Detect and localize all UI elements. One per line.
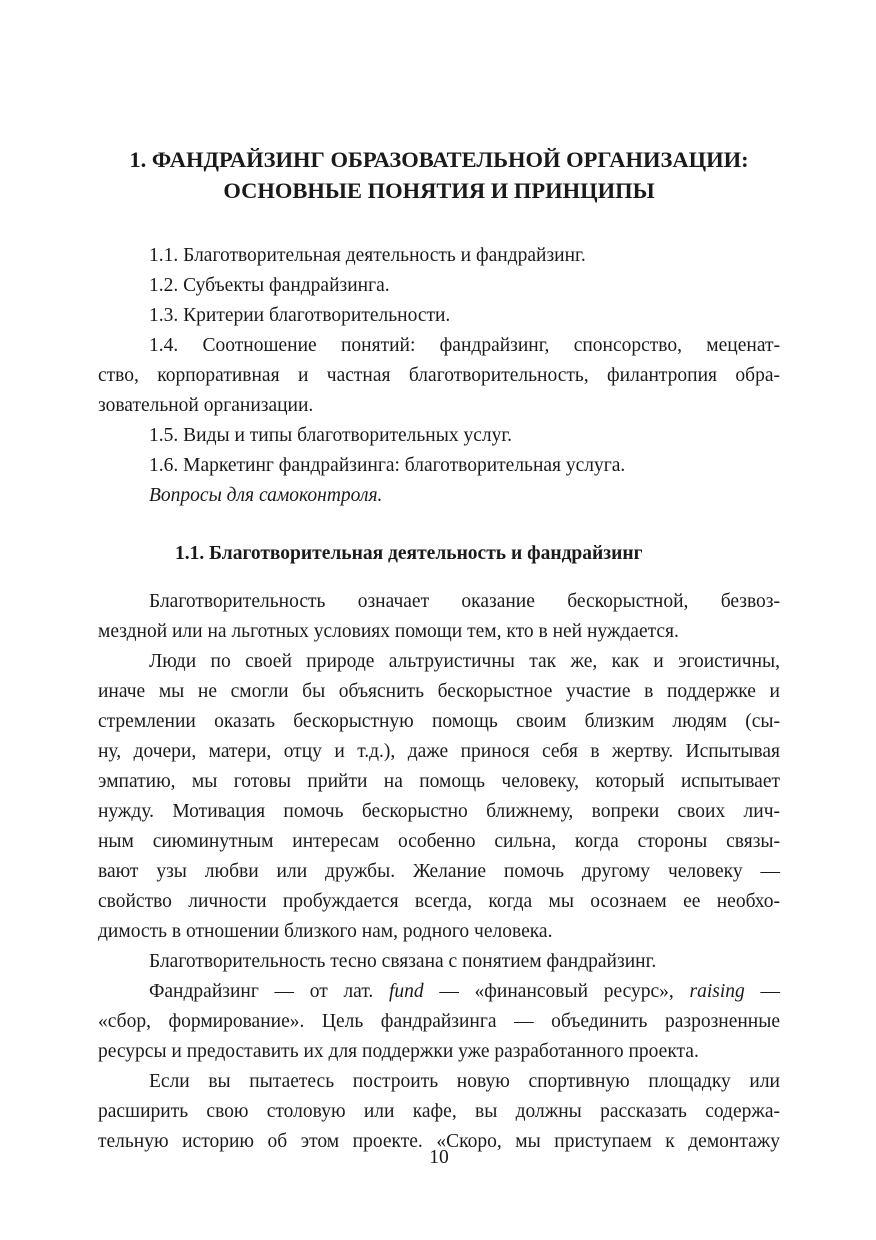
paragraph: [98, 587, 780, 647]
paragraph: [98, 647, 780, 947]
text-line: ну, дочери, матери, отцу и т.д.), даже принося себя в жертву. Испытывая: [98, 741, 780, 762]
text-run: —: [760, 981, 780, 1002]
latin-term-raising: raising: [689, 981, 745, 1002]
toc-item: 1.1. Благотворительная деятельность и фандрайзинг.: [149, 245, 586, 266]
document-page: [98, 0, 780, 1240]
text-line: нужду. Мотивация помочь бескорыстно ближнему, вопреки своих лич-: [98, 801, 780, 822]
toc-questions: [98, 481, 780, 511]
toc-item: 1.2. Субъекты фандрайзинга.: [149, 275, 390, 296]
text-line: Люди по своей природе альтруистичны так же, как и эгоистичны,: [149, 651, 780, 672]
toc-item-text: 1.3. Критерии благотворительности.: [149, 305, 451, 326]
text-line: [98, 977, 780, 1007]
toc-item-multiline: [98, 331, 780, 421]
toc-item-line: зовательной организации.: [98, 395, 314, 416]
text-line: ресурсы и предоставить их для поддержки уже разработанного проекта.: [98, 1041, 699, 1062]
paragraph: [98, 977, 780, 1067]
text-line: «сбор, формирование». Цель фандрайзинга — объединить разрозненные: [98, 1011, 780, 1032]
chapter-title-line-2: ОСНОВНЫЕ ПОНЯТИЯ И ПРИНЦИПЫ: [223, 178, 655, 203]
text-line: свойство личности пробуждается всегда, когда мы осознаем ее необхо-: [98, 891, 780, 912]
text-line: расширить свою столовую или кафе, вы должны рассказать содержа-: [98, 1101, 780, 1122]
chapter-title-line-1: 1. ФАНДРАЙЗИНГ ОБРАЗОВАТЕЛЬНОЙ ОРГАНИЗАЦИИ:: [129, 147, 749, 172]
text-line: Если вы пытаетесь построить новую спортивную площадку или: [149, 1071, 780, 1092]
text-line: иначе мы не смогли бы объяснить бескорыстное участие в поддержке и: [98, 681, 780, 702]
latin-term-fund: fund: [388, 981, 424, 1002]
text-run: — «финансовый ресурс»,: [439, 981, 674, 1002]
text-line: димость в отношении близкого нам, родного человека.: [98, 921, 553, 942]
text-line: эмпатию, мы готовы прийти на помощь человеку, который испытывает: [98, 771, 780, 792]
text-line: Благотворительность тесно связана с понятием фандрайзинг.: [149, 951, 657, 972]
text-line: стремлении оказать бескорыстную помощь своим близким людям (сы-: [98, 711, 780, 732]
toc-item: [98, 301, 780, 331]
chapter-title: [98, 144, 780, 206]
text-line: мездной или на льготных условиях помощи тем, кто в ней нуждается.: [98, 621, 679, 642]
toc-item-line: 1.4. Соотношение понятий: фандрайзинг, спонсорство, меценат-: [149, 335, 780, 356]
toc-questions-text: Вопросы для самоконтроля.: [149, 485, 383, 506]
text-line: Благотворительность означает оказание бескорыстной, безвоз-: [149, 591, 780, 612]
toc-item: 1.6. Маркетинг фандрайзинга: благотворительная услуга.: [149, 455, 626, 476]
text-run: Фандрайзинг — от лат.: [149, 981, 374, 1002]
toc-item: 1.5. Виды и типы благотворительных услуг.: [149, 425, 513, 446]
text-line: вают узы любви или дружбы. Желание помочь другому человеку —: [98, 861, 780, 882]
chapter-contents: [98, 241, 780, 511]
toc-item-line: ство, корпоративная и частная благотворительность, филантропия обра-: [98, 365, 780, 386]
page-number: 10: [429, 1147, 449, 1168]
text-line: ным сиюминутным интересам особенно сильна, когда стороны связы-: [98, 831, 780, 852]
body-text: [98, 587, 780, 1157]
section-title: 1.1. Благотворительная деятельность и фандрайзинг: [175, 543, 643, 564]
paragraph: [98, 947, 780, 977]
text-line: тельную историю об этом проекте. «Скоро, мы приступаем к демонтажу: [98, 1131, 780, 1152]
